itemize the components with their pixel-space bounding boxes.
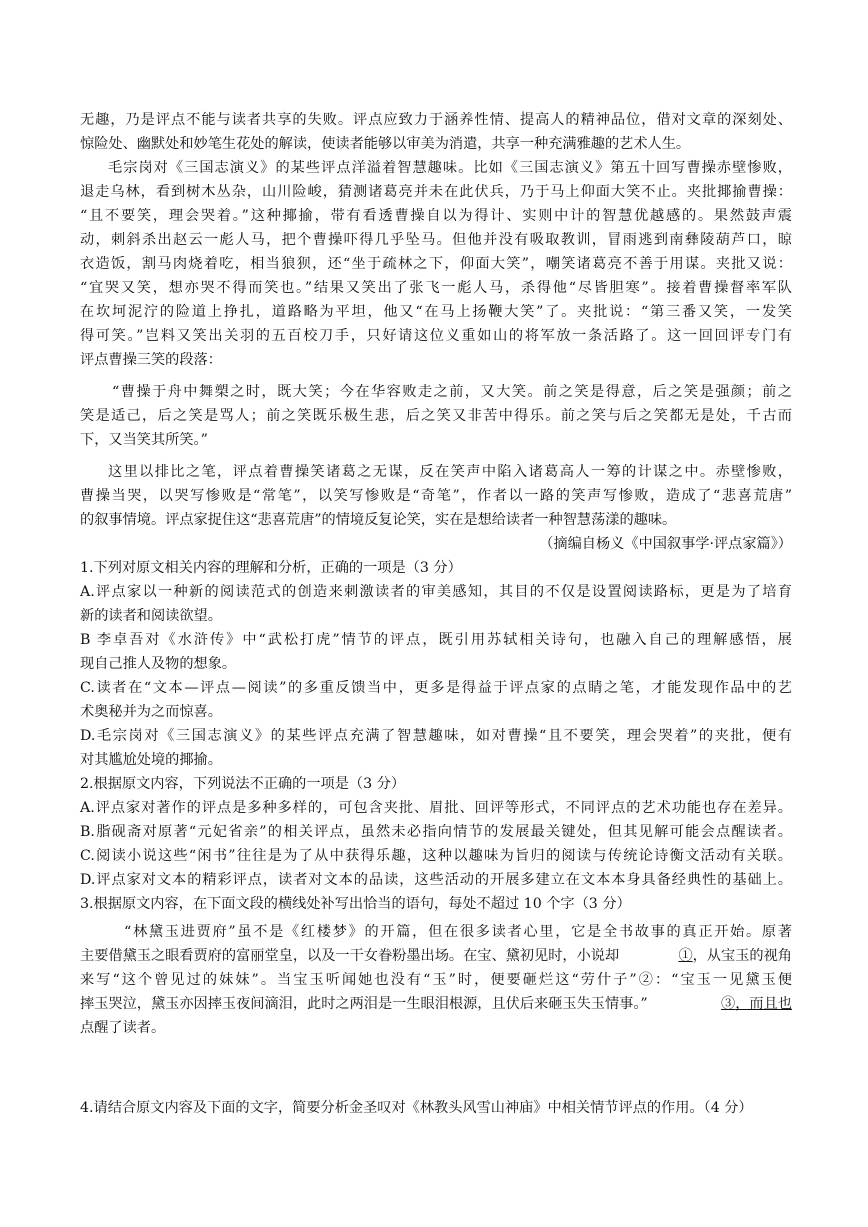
blank-1[interactable]: ① xyxy=(678,948,693,964)
passage-text: 主要借黛玉之眼看贾府的富丽堂皇，以及一干女眷粉墨出场。在宝、黛初见时，小说却 xyxy=(80,948,620,964)
text-line: 退走乌林，看到树木丛杂，山川险峻，猜测诸葛亮并未在此伏兵，乃于马上仰面大笑不止。夹批揶揄曹操： xyxy=(80,184,792,200)
option-b: B.脂砚斋对原著“元妃省亲”的相关评点，虽然未必指向情节的发展最关键处，但其见解可能会点醒读者。 xyxy=(80,824,792,840)
text-line: 的叙事情境。评点家捉住这“悲喜荒唐”的情境反复论笑，实在是想给读者一种智慧荡漾的趣味。 xyxy=(80,512,677,528)
text-line: “且不要笑，理会哭着。”这种揶揄，带有看透曹操自以为得计、实则中计的智慧优越感的。果然鼓声震 xyxy=(80,208,792,224)
passage-line: 来写“这个曾见过的妹妹”。当宝玉听闻她也没有“玉”时，便要砸烂这“劳什子”②：“宝玉一见黛玉便 xyxy=(80,972,792,988)
paragraph-start: 这里以排比之笔，评点着曹操笑诸葛之无谋，反在笑声中陷入诸葛高人一筹的计谋之中。赤壁惨败， xyxy=(108,464,792,480)
text-line: 动，刺斜杀出赵云一彪人马，把个曹操吓得几乎坠马。但他并没有吸取教训，冒雨逃到南彝陵葫芦口，晾 xyxy=(80,232,792,248)
text-line: 评点曹操三笑的段落： xyxy=(80,352,222,368)
passage-line-with-blank xyxy=(80,994,792,1014)
option-d: D.毛宗岗对《三国志演义》的某些评点充满了智慧趣味，如对曹操“且不要笑，理会哭着”的夹批，便有 xyxy=(80,728,792,744)
text-line: 惊险处、幽默处和妙笔生花处的解读，使读者能够以审美为消遣，共享一种充满雅趣的艺术人生。 xyxy=(80,136,691,152)
option-d-cont: 对其尴尬处境的揶揄。 xyxy=(80,752,222,768)
question-3-title: 3.根据原文内容，在下面文段的横线处补写出恰当的语句，每处不超过 10 个字（3 分） xyxy=(80,896,631,912)
text-line: 在坎坷泥泞的险道上挣扎，道路略为平坦，他又“在马上扬鞭大笑”了。夹批说：“第三番又笑，一发笑 xyxy=(80,304,792,320)
option-a: A.评点家对著作的评点是多种多样的，可包含夹批、眉批、回评等形式，不同评点的艺术功能也存在差异。 xyxy=(80,800,792,816)
question-1-title: 1.下列对原文相关内容的理解和分析，正确的一项是（3 分） xyxy=(80,560,462,576)
option-c: C.阅读小说这些“闲书”往往是为了从中获得乐趣，这种以趣味为旨归的阅读与传统论诗衡文活动有关联。 xyxy=(80,848,792,864)
text-line: 衣造饭，割马肉烧着吃，相当狼狈，还“坐于疏林之下，仰面大笑”，嘲笑诸葛亮不善于用谋。夹批又说： xyxy=(80,256,792,272)
question-2-title: 2.根据原文内容，下列说法不正确的一项是（3 分） xyxy=(80,776,406,792)
passage-line: 点醒了读者。 xyxy=(80,1020,166,1036)
option-a: A.评点家以一种新的阅读范式的创造来刺激读者的审美感知，其目的不仅是设置阅读路标，更是为了培育 xyxy=(80,584,792,600)
quote-start: “曹操于舟中舞槊之时，既大笑；今在华容败走之前，又大笑。前之笑是得意，后之笑是强颜；前之 xyxy=(112,384,792,400)
passage-text: ，从宝玉的视角 xyxy=(692,948,792,964)
passage-text: 摔玉哭泣，黛玉亦因摔玉夜间滴泪，此时之两泪是一生眼泪根源，且伏后来砸玉失玉情事。” xyxy=(80,996,648,1012)
option-a-cont: 新的读者和阅读欲望。 xyxy=(80,608,222,624)
option-d: D.评点家对文本的精彩评点，读者对文本的品读，这些活动的开展多建立在文本本身具备经典性的基础上。 xyxy=(80,872,792,888)
passage-start: “林黛玉进贾府”虽不是《红楼梦》的开篇，但在很多读者心里，它是全书故事的真正开始。原著 xyxy=(124,924,792,940)
option-b-cont: 现自己推人及物的想象。 xyxy=(80,656,237,672)
text-line: “宜哭又笑，想亦哭不得而笑也。”结果又笑出了张飞一彪人马，杀得他“尽皆胆寒”。接着曹操督率军队 xyxy=(80,280,792,296)
passage-line-with-blank xyxy=(80,946,792,966)
option-c: C.读者在“文本—评点—阅读”的多重反馈当中，更多是得益于评点家的点睛之笔，才能发现作品中的艺 xyxy=(80,680,792,696)
question-4-title: 4.请结合原文内容及下面的文字，简要分析金圣叹对《林教头风雪山神庙》中相关情节评点的作用。（4 分） xyxy=(80,1100,753,1116)
passage-text: ，而且也 xyxy=(735,996,792,1012)
quote-line: 笑是适己，后之笑是骂人；前之笑既乐极生悲，后之笑又非苦中得乐。前之笑与后之笑都无是处，千古而 xyxy=(80,408,792,424)
text-line: 曹操当哭，以哭写惨败是“常笔”，以笑写惨败是“奇笔”，作者以一路的笑声写惨败，造成了“悲喜荒唐” xyxy=(80,488,792,504)
text-line: 无趣，乃是评点不能与读者共享的失败。评点应致力于涵养性情、提高人的精神品位，借对文章的深刻处、 xyxy=(80,112,792,128)
paragraph-start: 毛宗岗对《三国志演义》的某些评点洋溢着智慧趣味。比如《三国志演义》第五十回写曹操赤壁惨败， xyxy=(108,160,792,176)
option-b: B 李卓吾对《水浒传》中“武松打虎”情节的评点，既引用苏轼相关诗句，也融入自己的理解感悟，展 xyxy=(80,632,792,648)
quote-line: 下，又当笑其所笑。” xyxy=(80,432,208,448)
option-c-cont: 术奥秘并为之而惊喜。 xyxy=(80,704,222,720)
source-citation: （摘编自杨义《中国叙事学·评点家篇》） xyxy=(539,536,792,552)
text-line: 得可笑。”岂料又笑出关羽的五百校刀手，只好请这位义重如山的将军放一条活路了。这一回回评专门有 xyxy=(80,328,792,344)
blank-3[interactable]: ③ xyxy=(721,996,736,1012)
